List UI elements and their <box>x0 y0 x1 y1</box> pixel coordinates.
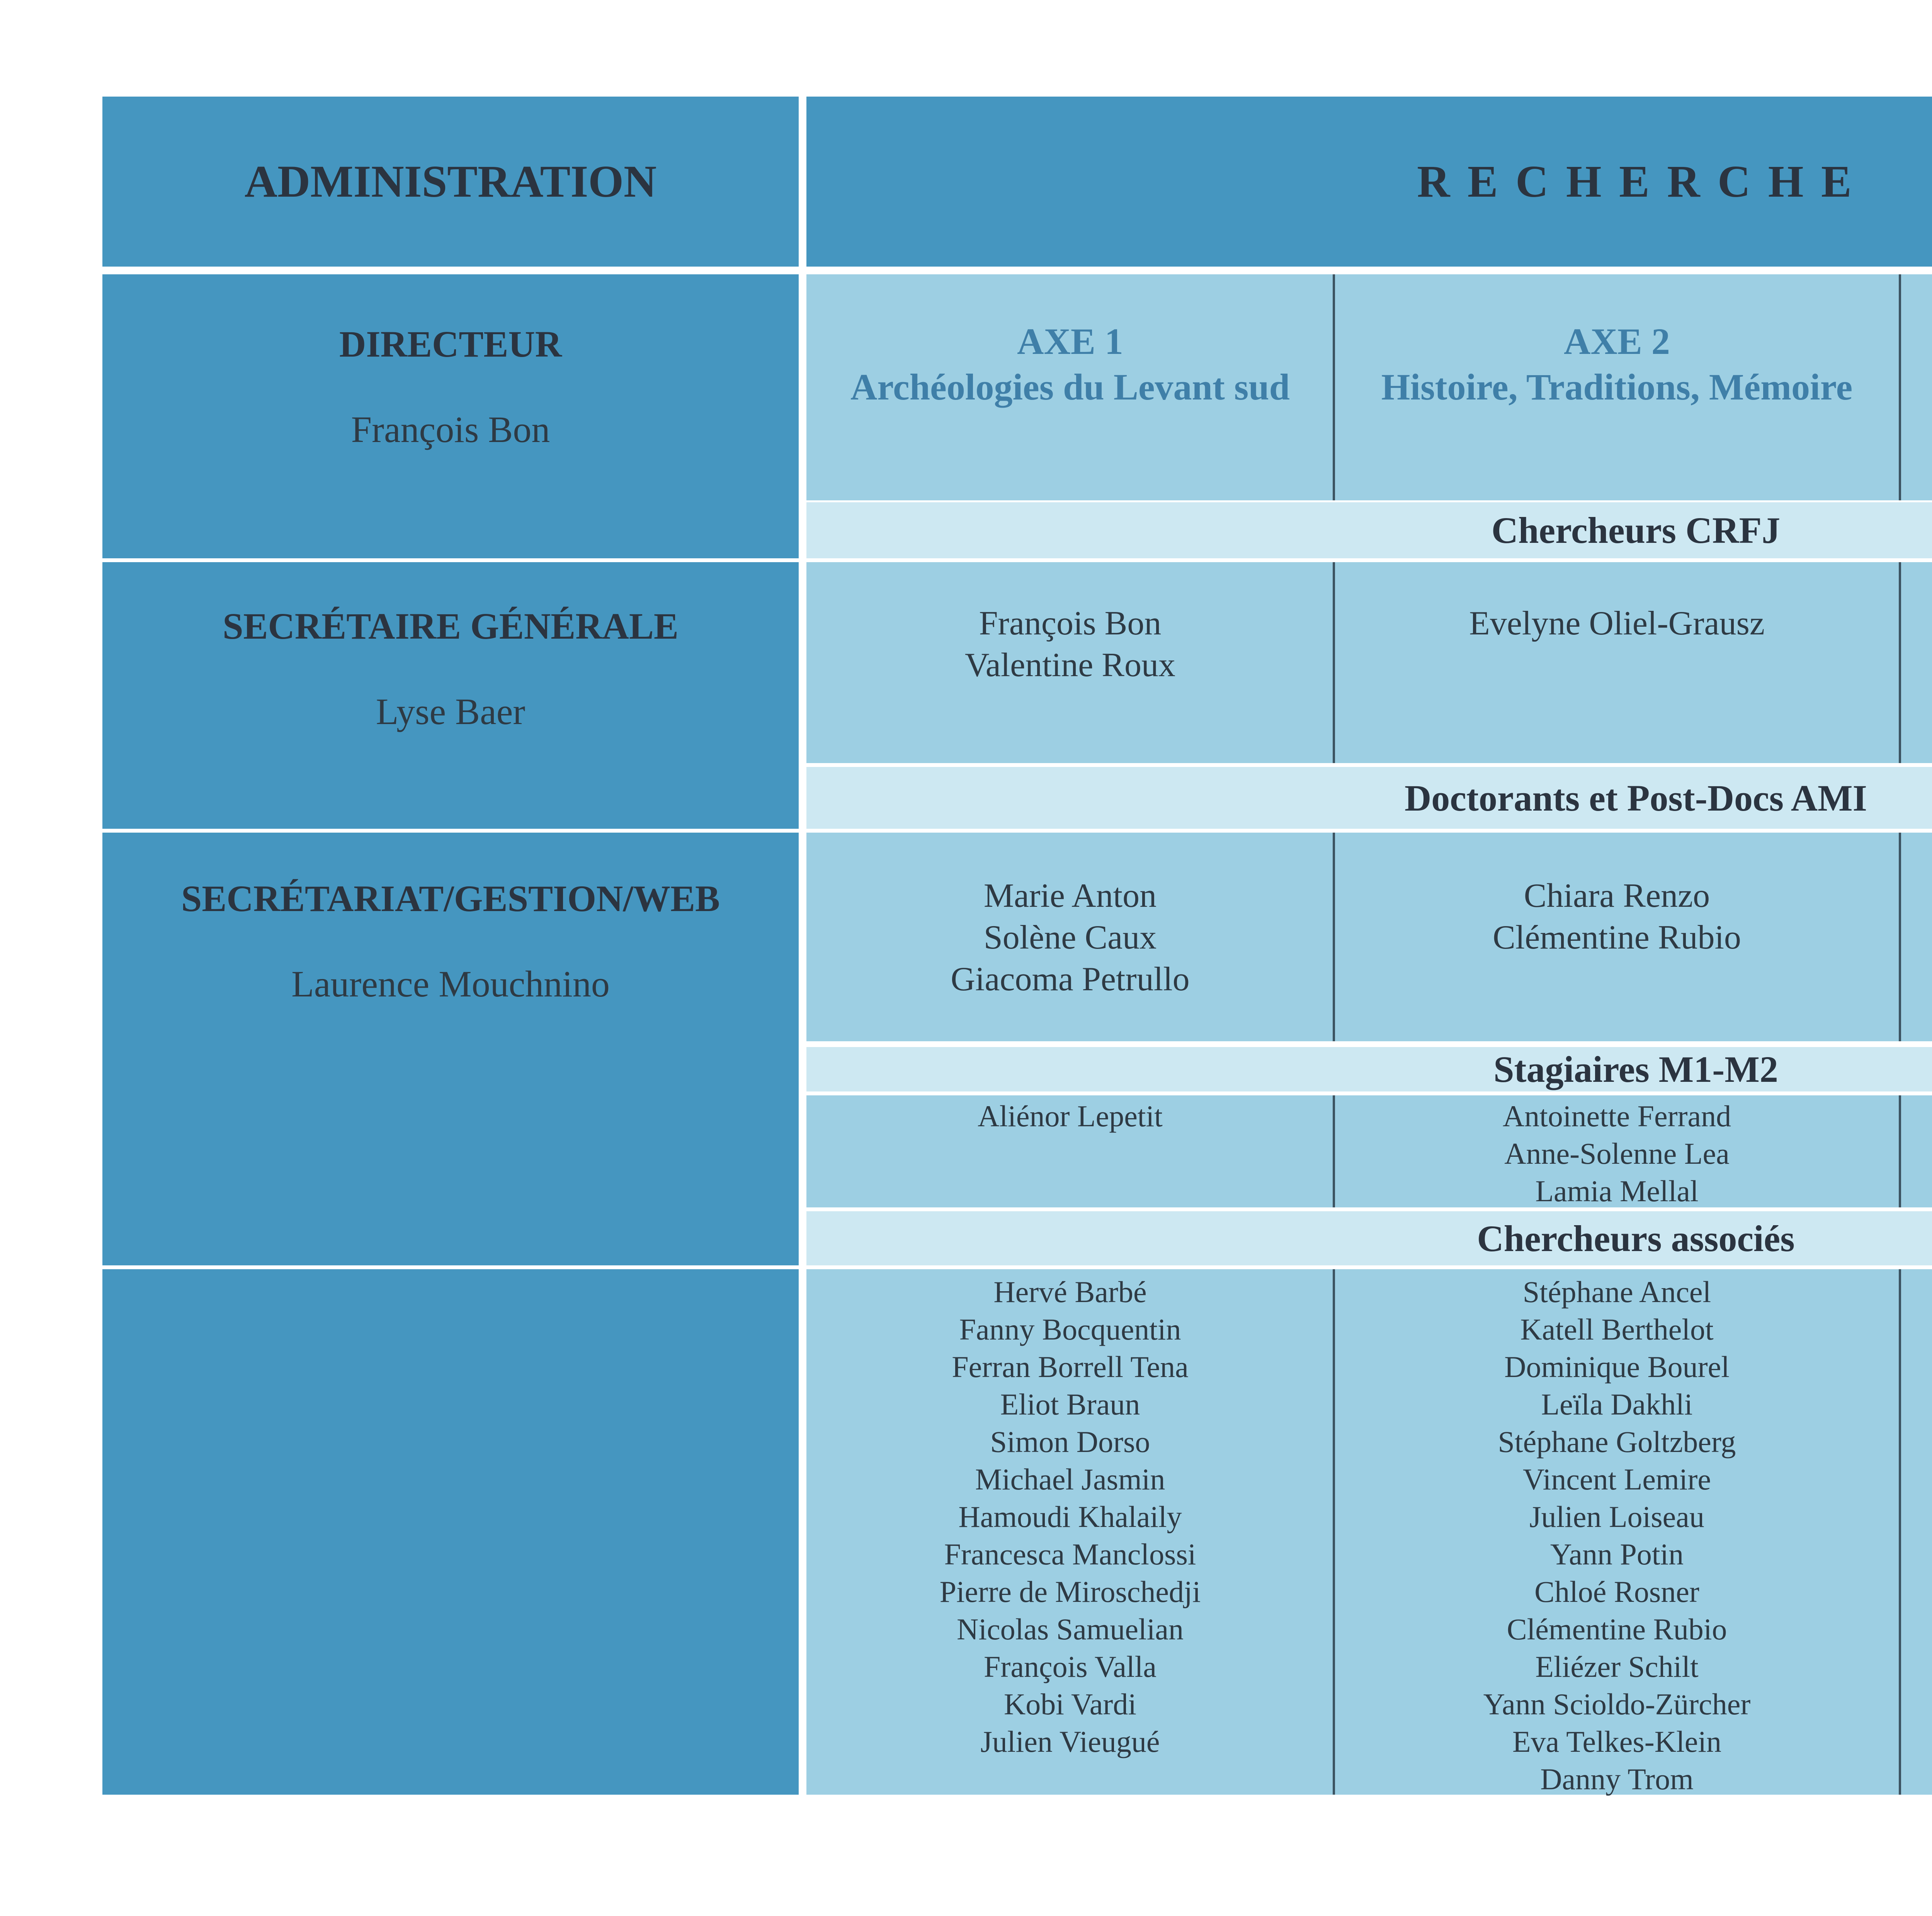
person-name: Julien Loiseau <box>1529 1500 1704 1533</box>
section-chercheurs-crfj: Chercheurs CRFJ <box>806 502 1932 558</box>
divider-line <box>1899 1095 1901 1207</box>
doctorants-axe-1 <box>806 875 1334 1000</box>
header-administration: ADMINISTRATION <box>102 97 799 267</box>
person-name <box>1900 1648 1932 1685</box>
person-name: Hervé Barbé <box>993 1275 1147 1309</box>
section-chercheurs-associes: Chercheurs associés <box>806 1211 1932 1265</box>
person-name: François Valla <box>984 1650 1156 1683</box>
person-name: Solène Caux <box>983 919 1157 956</box>
axe-subtitle <box>1900 456 1932 501</box>
person-name <box>1900 1135 1932 1172</box>
person-name: Julien Vieugué <box>980 1725 1160 1758</box>
person-name <box>1900 1685 1932 1723</box>
divider-line <box>1333 562 1335 763</box>
person-name <box>1900 1311 1932 1348</box>
person-name: Michael Jasmin <box>975 1462 1165 1496</box>
person-name: Ferran Borrell Tena <box>952 1350 1189 1384</box>
person-name: Dominique Bourel <box>1504 1350 1730 1384</box>
person-name: Evelyne Oliel-Grausz <box>1469 605 1765 642</box>
stagiaires-axe-2 <box>1334 1097 1900 1210</box>
admin-role: SECRÉTAIRE GÉNÉRALE <box>223 605 679 647</box>
axe-subtitle: Archéologies du Levant sud <box>850 366 1290 408</box>
axe-3-header <box>1900 274 1932 500</box>
axe-title <box>1900 319 1932 364</box>
person-name: Yann Scioldo-Zürcher <box>1483 1687 1751 1721</box>
person-name <box>1900 1386 1932 1423</box>
person-name: Eva Telkes-Klein <box>1512 1725 1722 1758</box>
admin-role: DIRECTEUR <box>339 323 562 365</box>
person-name: Stéphane Goltzberg <box>1498 1425 1736 1459</box>
person-name: Katell Berthelot <box>1520 1312 1714 1346</box>
admin-secretariat <box>102 833 799 1265</box>
divider-line <box>1899 1269 1901 1795</box>
person-name: Chiara Renzo <box>1524 877 1710 915</box>
person-name <box>1900 1348 1932 1386</box>
divider-line <box>1899 833 1901 1041</box>
axe-title: AXE 2 <box>1564 321 1670 362</box>
header-recherche: R E C H E R C H E <box>806 97 1932 267</box>
axe-2-header <box>1334 274 1900 500</box>
person-name <box>1900 1573 1932 1610</box>
person-name <box>1900 644 1932 686</box>
admin-person: Laurence Mouchnino <box>291 963 610 1005</box>
person-name <box>1900 1097 1932 1135</box>
divider-line <box>1333 1095 1335 1207</box>
associes-axe-3 <box>1900 1273 1932 1723</box>
person-name <box>1900 1610 1932 1648</box>
person-name: Valentine Roux <box>964 646 1175 684</box>
person-name <box>1900 603 1932 644</box>
person-name: Chloé Rosner <box>1534 1575 1699 1608</box>
person-name <box>1900 1498 1932 1535</box>
section-stagiaires: Stagiaires M1-M2 <box>806 1047 1932 1091</box>
crfj-axe-3 <box>1900 603 1932 686</box>
person-name: Francesca Manclossi <box>944 1537 1196 1571</box>
person-name: Lamia Mellal <box>1535 1174 1699 1208</box>
divider-line <box>1899 562 1901 763</box>
person-name: François Bon <box>979 605 1162 642</box>
axe-title: AXE 1 <box>1017 321 1123 362</box>
person-name: Vincent Lemire <box>1523 1462 1711 1496</box>
associes-axe-2 <box>1334 1273 1900 1798</box>
person-name: Yann Potin <box>1550 1537 1684 1571</box>
stagiaires-axe-3 <box>1900 1097 1932 1210</box>
axe-subtitle: Histoire, Traditions, Mémoire <box>1381 366 1853 408</box>
person-name: Fanny Bocquentin <box>959 1312 1181 1346</box>
person-name <box>1900 1460 1932 1498</box>
admin-directeur <box>102 274 799 558</box>
axe-subtitle <box>1900 410 1932 456</box>
crfj-axe-1 <box>806 603 1334 686</box>
doctorants-axe-2 <box>1334 875 1900 959</box>
person-name: Nicolas Samuelian <box>956 1612 1184 1646</box>
admin-empty <box>102 1269 799 1795</box>
crfj-axe-2 <box>1334 603 1900 644</box>
person-name: Clémentine Rubio <box>1507 1612 1727 1646</box>
person-name: Eliot Braun <box>1000 1387 1140 1421</box>
admin-role: SECRÉTARIAT/GESTION/WEB <box>181 878 720 919</box>
person-name: Kobi Vardi <box>1003 1687 1137 1721</box>
person-name: Leïla Dakhli <box>1541 1387 1693 1421</box>
person-name: Stéphane Ancel <box>1522 1275 1711 1309</box>
divider-line <box>1333 1269 1335 1795</box>
person-name: Antoinette Ferrand <box>1502 1099 1731 1133</box>
person-name: Clémentine Rubio <box>1493 919 1741 956</box>
divider-line <box>1899 274 1901 500</box>
admin-secretaire-generale <box>102 562 799 829</box>
admin-person: François Bon <box>351 409 550 450</box>
person-name <box>1900 1273 1932 1311</box>
person-name: Pierre de Miroschedji <box>939 1575 1201 1608</box>
person-name: Simon Dorso <box>990 1425 1150 1459</box>
person-name: Eliézer Schilt <box>1535 1650 1699 1683</box>
person-name: Marie Anton <box>983 877 1157 915</box>
person-name: Danny Trom <box>1540 1762 1694 1796</box>
person-name: Giacoma Petrullo <box>951 961 1190 998</box>
section-doctorants: Doctorants et Post-Docs AMI <box>806 767 1932 829</box>
person-name: Aliénor Lepetit <box>978 1099 1163 1133</box>
person-name <box>1900 1535 1932 1573</box>
person-name: Anne-Solenne Lea <box>1504 1137 1730 1170</box>
person-name: Hamoudi Khalaily <box>958 1500 1182 1533</box>
axe-subtitle <box>1900 364 1932 410</box>
person-name <box>1900 1172 1932 1210</box>
person-name <box>1900 1423 1932 1460</box>
associes-axe-1 <box>806 1273 1334 1760</box>
divider-line <box>1333 833 1335 1041</box>
axe-1-header <box>806 274 1334 500</box>
admin-person: Lyse Baer <box>376 691 526 732</box>
stagiaires-axe-1 <box>806 1097 1334 1135</box>
divider-line <box>1333 274 1335 500</box>
